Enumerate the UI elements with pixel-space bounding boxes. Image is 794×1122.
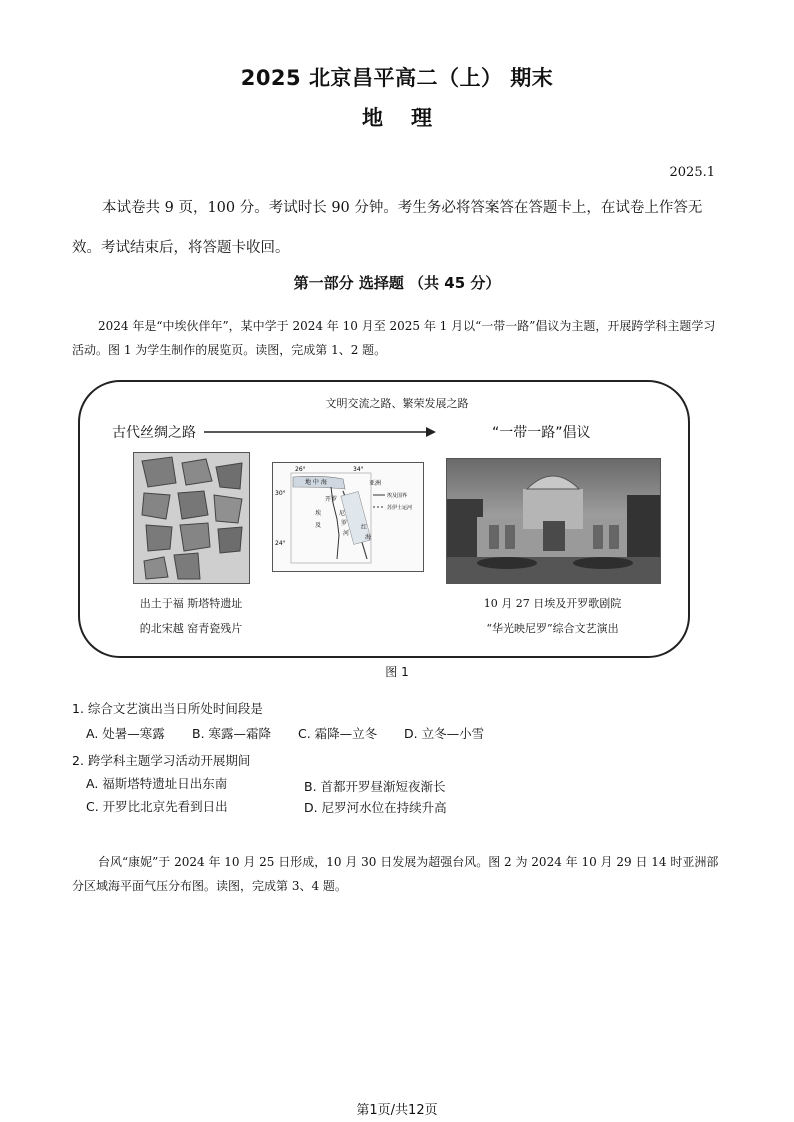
map-legend-border: 埃及国界 (387, 493, 408, 499)
map-place-luo: 罗 (341, 520, 348, 527)
map-place-ai: 埃 (315, 510, 322, 517)
porcelain-shards-illustration (134, 453, 249, 583)
right-arrow-icon (204, 425, 436, 439)
q1-option-c: C. 霜降—立冬 (298, 726, 378, 741)
subject-title: 地理 (362, 106, 460, 130)
map-lat-30: 30° (275, 490, 286, 497)
map-place-hong: 红 (361, 524, 368, 531)
map-lon-26: 26° (295, 466, 306, 473)
shards-caption-line1: 出土于福 斯塔特遗址 (139, 597, 243, 610)
silk-road-label: 古代丝绸之路 (112, 425, 196, 441)
map-place-ni: 尼 (339, 510, 346, 517)
opera-caption-line2: “华光映尼罗”综合文艺演出 (486, 622, 619, 635)
porcelain-shards-image (133, 452, 250, 584)
egypt-map-drawing (273, 463, 423, 571)
q2-option-a: A. 福斯塔特遗址日出东南 (86, 776, 228, 791)
exam-title: 2025 北京昌平高二（上） 期末 (240, 66, 554, 90)
q1-option-d: D. 立冬—小雪 (404, 726, 485, 741)
map-sea-label: 地 中 海 (305, 479, 327, 486)
question-1-stem: 1. 综合文艺演出当日所处时间段是 (72, 701, 263, 716)
exam-instructions: 本试卷共 9 页，100 分。考试时长 90 分钟。考生务必将答案答在答题卡上，在试卷上作答无效。考试结束后，将答题卡收回。 (72, 200, 703, 256)
figure-1-banner: 文明交流之路、繁荣发展之路 (325, 397, 469, 410)
part-title: 第一部分 选择题 （共 45 分） (293, 274, 501, 292)
q2-option-b: B. 首都开罗昼渐短夜渐长 (304, 779, 446, 794)
map-lat-24: 24° (275, 540, 286, 547)
opera-house-illustration (447, 459, 660, 583)
q2-option-d: D. 尼罗河水位在持续升高 (304, 800, 447, 815)
q1-option-a: A. 处暑—寒露 (86, 726, 165, 741)
map-place-cairo: 开罗 (325, 496, 338, 503)
opera-caption-line1: 10 月 27 日埃及开罗歌剧院 (483, 597, 622, 610)
shards-caption-line2: 的北宋越 窑青瓷残片 (139, 622, 243, 635)
cairo-opera-house-photo (446, 458, 661, 584)
egypt-map (272, 462, 424, 572)
q1-option-b: B. 寒露—霜降 (192, 726, 272, 741)
map-place-he: 河 (343, 530, 350, 537)
belt-road-label: “一带一路”倡议 (492, 425, 591, 441)
map-asia-label: 亚洲 (369, 480, 382, 487)
figure-1-caption: 图 1 (385, 665, 409, 679)
q2-option-c: C. 开罗比北京先看到日出 (86, 799, 228, 814)
map-legend-canal: 苏伊士运河 (387, 505, 413, 511)
page-number: 第1页/共12页 (356, 1103, 438, 1118)
question-2-stem: 2. 跨学科主题学习活动开展期间 (72, 753, 251, 768)
map-place-hai: 海 (365, 534, 372, 541)
map-lon-34: 34° (353, 466, 364, 473)
passage-2: 台风“康妮”于 2024 年 10 月 25 日形成，10 月 30 日发展为超强台风。图 2 为 2024 年 10 月 29 日 14 时亚洲部分区域海平面气压分布图。读图，完成第 3、4 题。 (72, 855, 719, 893)
passage-1: 2024 年是“中埃伙伴年”，某中学于 2024 年 10 月至 2025 年 1 月以“一带一路”倡议为主题，开展跨学科主题学习活动。图 1 为学生制作的展览页。读图，完成第 1、2 题。 (72, 319, 716, 357)
exam-date: 2025.1 (669, 165, 715, 180)
map-place-ji: 及 (315, 522, 322, 529)
